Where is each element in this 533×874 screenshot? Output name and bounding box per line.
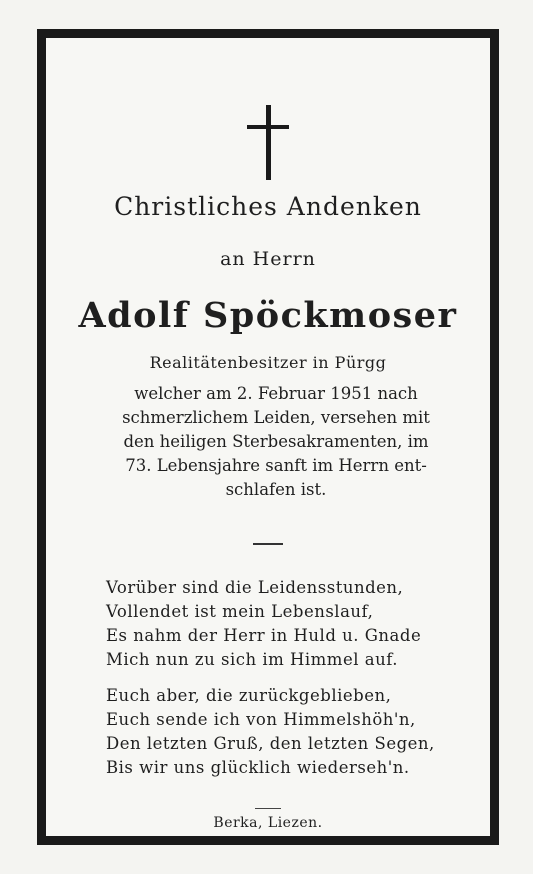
poem-line: Vollendet ist mein Lebenslauf, — [106, 602, 374, 621]
deceased-name: Adolf Spöckmoser — [78, 295, 458, 336]
poem-line: Es nahm der Herr in Huld u. Gnade — [106, 626, 422, 645]
occupation-text: Realitätenbesitzer in Pürgg — [149, 353, 387, 372]
black-border-frame — [37, 29, 499, 845]
poem-line: Euch aber, die zurückgeblieben, — [106, 686, 392, 705]
obituary-line: den heiligen Sterbesakramenten, im — [123, 432, 429, 451]
obituary-line: schmerzlichem Leiden, versehen mit — [122, 408, 430, 427]
poem-stanza-2 — [106, 684, 466, 780]
card-heading: Christliches Andenken — [114, 192, 422, 221]
obituary-text — [96, 382, 456, 502]
poem-line: Bis wir uns glücklich wiederseh'n. — [106, 758, 410, 777]
printer-imprint: Berka, Liezen. — [213, 815, 323, 831]
obituary-line: welcher am 2. Februar 1951 nach — [134, 384, 418, 403]
obituary-line: schlafen ist. — [225, 480, 327, 499]
poem-line: Den letzten Gruß, den letzten Segen, — [106, 734, 435, 753]
poem-line: Euch sende ich von Himmelshöh'n, — [106, 710, 416, 729]
poem-line: Vorüber sind die Leidensstunden, — [106, 578, 404, 597]
printer-separator — [255, 808, 281, 809]
obituary-line: 73. Lebensjahre sanft im Herrn ent- — [125, 456, 427, 475]
dedication-text: an Herrn — [220, 248, 316, 270]
cross-icon — [247, 105, 289, 180]
poem-line: Mich nun zu sich im Himmel auf. — [106, 650, 398, 669]
poem-stanza-1 — [106, 576, 466, 672]
separator-dash — [253, 543, 283, 545]
